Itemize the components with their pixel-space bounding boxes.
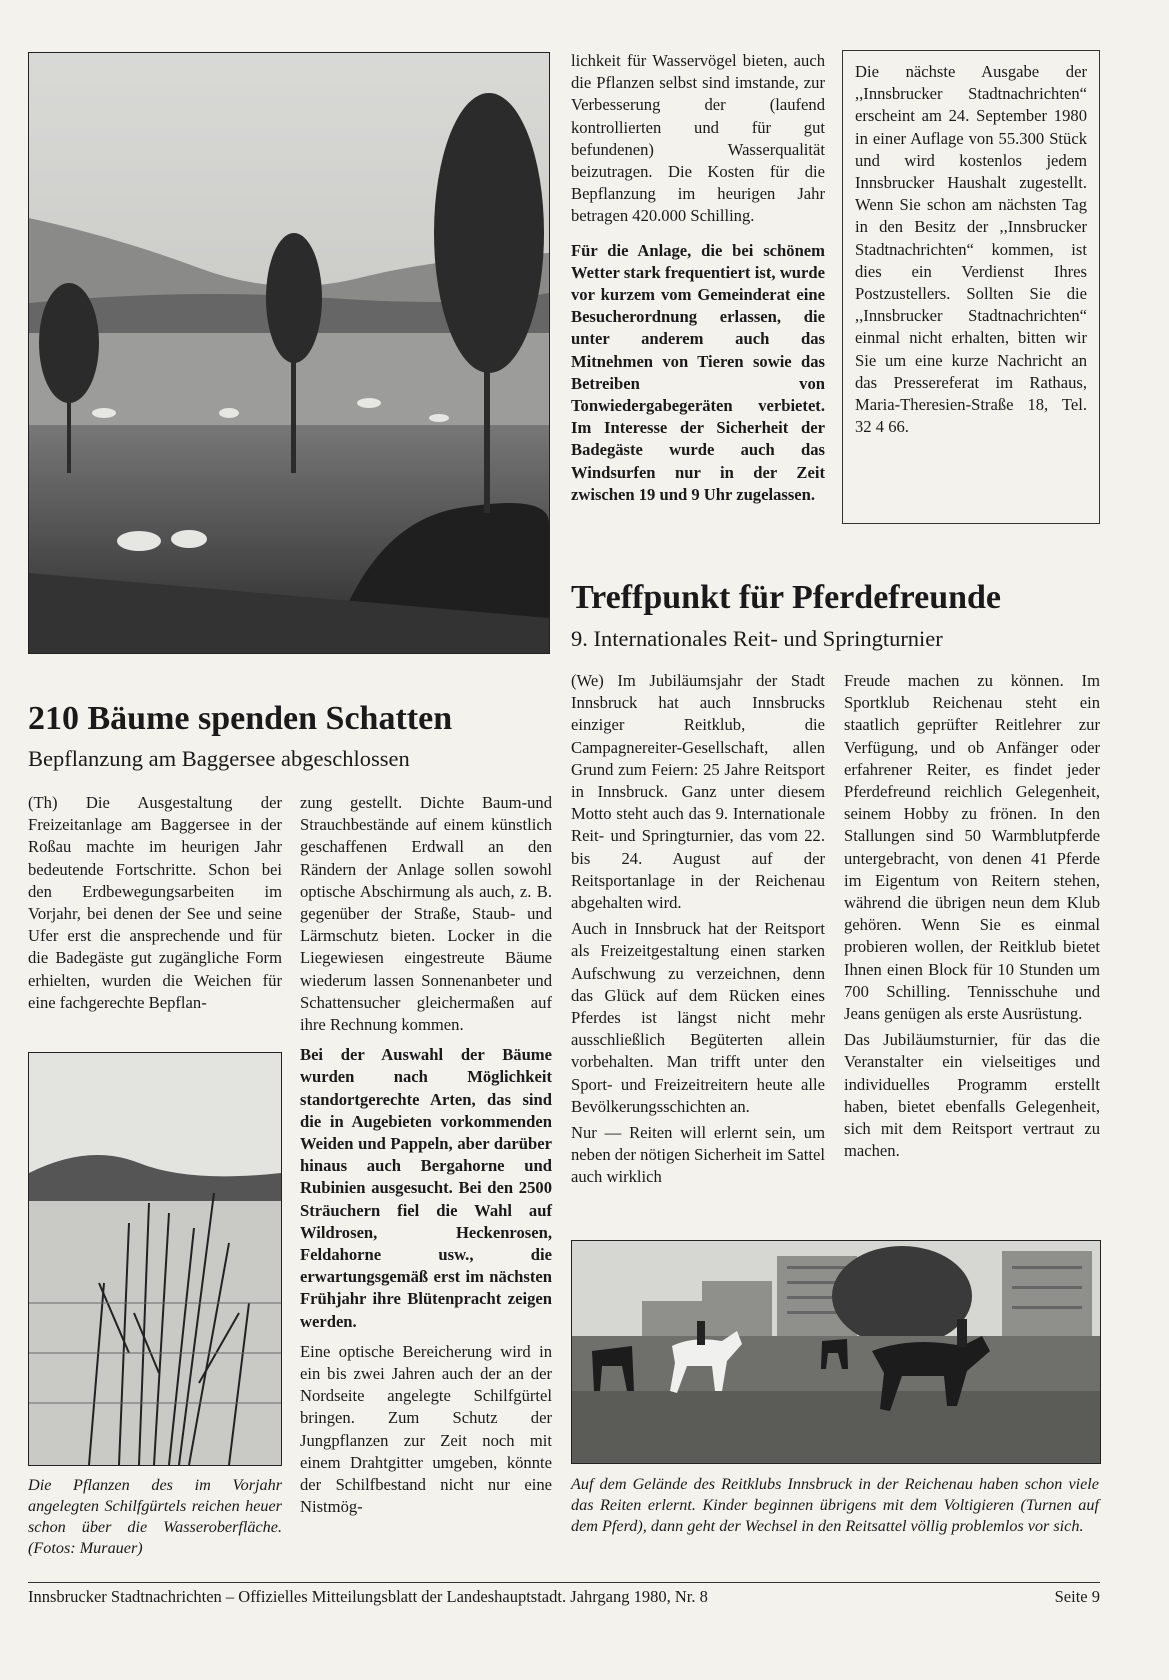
baggersee-continuation <box>571 50 825 506</box>
pferde-intro: (We) Im Jubiläumsjahr der Stadt Innsbruck hat auch Innsbrucks einziger Reitklub, die Campagnereiter-Gesellschaft, allen Grund zum Feiern: 25 Jahre Reitsport in Innsbruck. Ganz unter diesem Motto steht auch das 9. Internationale Reit- und Springturnier, das vom 22. bis 24. August auf der Reitsportanlage in der Reichenau abgehalten wird. <box>571 671 825 913</box>
notice-text: Die nächste Ausgabe der ,,Innsbrucker Stadtnachrichten“ erscheint am 24. September 1980 in einer Auflage von 55.300 Stück und wird kostenlos jedem Innsbrucker Haushalt zugestellt. Wenn Sie schon am nächsten Tag in den Besitz der ,,Innsbrucker Stadtnachrichten“ kommen, ist dies ein Verdienst Ihres Postzustellers. Sollten Sie die ,,Innsbrucker Stadtnachrichten“ einmal nicht erhalten, bitten wir Sie um eine kurze Nachricht an das Pressereferat im Rathaus, Maria-Theresien-Straße 18, Tel. 32 4 66. <box>855 62 1087 437</box>
pferde-column-1 <box>571 670 825 1189</box>
footer-masthead: Innsbrucker Stadtnachrichten – Offizielles Mitteilungsblatt der Landeshauptstadt. Jahrgang 1980, Nr. 8 <box>28 1587 708 1606</box>
baggersee-intro: (Th) Die Ausgestaltung der Freizeitanlage am Baggersee in der Roßau machte im heurigen Jahr bedeutende Fortschritte. Schon bei den Erdbewegungsarbeiten im Vorjahr, bei denen der See und seine Ufer erst die ansprechende und für die Badegäste gut zugängliche Form erhielten, wurden die Weichen für eine fachgerechte Bepflan- <box>28 793 282 1012</box>
page-number: Seite 9 <box>1054 1587 1100 1606</box>
pferde-col2-paragraph-2: Das Jubiläumsturnier, für das die Veranstalter ein vielseitiges und individuelles Programm erstellt haben, bietet ebenfalls Gelegenheit, sich mit dem Reitsport vertraut zu machen. <box>844 1030 1100 1161</box>
pferde-col1-paragraph-2: Auch in Innsbruck hat der Reitsport als Freizeitgestaltung einen starken Aufschwung zu verzeichnen, denn das Glück auf dem Rücken eines Pferdes ist längst nicht mehr ausschließlich Begüterten allein vorbehalten. Man trifft unter den Sport- und Freizeitreitern heute alle Bevölkerungsschichten an. <box>571 919 825 1116</box>
continuation-paragraph: lichkeit für Wasservögel bieten, auch die Pflanzen selbst sind imstande, zur Verbesserung der (laufend kontrollierten und für gut befundenen) Wasserqualität beizutragen. Die Kosten für die Bepflanzung im heurigen Jahr betragen 420.000 Schilling. <box>571 51 825 226</box>
baggersee-headline: 210 Bäume spenden Schatten <box>28 700 453 737</box>
reeds-photo <box>28 1052 282 1466</box>
horses-caption: Auf dem Gelände des Reitklubs Innsbruck in der Reichenau haben schon viele das Reiten erlernt. Kinder beginnen übrigens mit dem Voltigieren (Turnen auf dem Pferd), dann geht der Wechsel in den Reitsattel völlig problemlos vor sich. <box>571 1475 1099 1535</box>
lake-photo <box>28 52 550 654</box>
baggersee-column-2 <box>300 792 552 1519</box>
pferde-subheadline: 9. Internationales Reit- und Springturnier <box>571 626 943 651</box>
footer-rule <box>28 1582 1100 1583</box>
pferde-col1-paragraph-3: Nur — Reiten will erlernt sein, um neben der nötigen Sicherheit im Sattel auch wirklich <box>571 1123 825 1187</box>
horses-photo <box>571 1240 1101 1464</box>
pferde-headline: Treffpunkt für Pferdefreunde <box>571 579 1002 616</box>
pferde-col2-paragraph-1: Freude machen zu können. Im Sportklub Reichenau steht ein staatlich geprüfter Reitlehrer zur Verfügung, und ob Anfänger oder erfahrener Reiter, es findet jeder Pferdefreund reichlich Gelegenheit, seinem Hobby zu frönen. In den Stallungen sind 50 Warmblutpferde untergebracht, von denen 41 Pferde im Eigentum von Reitern stehen, während die übrigen neun dem Klub gehören. Wenn Sie es einmal probieren wollen, der Reitklub bietet Ihnen einen Block für 10 Stunden um 700 Schilling. Tennisschuhe und Jeans genügen als erste Ausrüstung. <box>844 671 1100 1024</box>
baggersee-col2-end-paragraph: Eine optische Bereicherung wird in ein bis zwei Jahren auch der an der Nordseite angelegte Schilfgürtel bringen. Zum Schutz der Jungpflanzen zur Zeit noch mit einem Drahtgitter umgeben, könnte der Schilfbestand nicht nur eine Nistmög- <box>300 1341 552 1517</box>
baggersee-subheadline: Bepflanzung am Baggersee abgeschlossen <box>28 746 410 771</box>
next-issue-notice <box>842 50 1100 524</box>
continuation-bold-paragraph: Für die Anlage, die bei schönem Wetter stark frequentiert ist, wurde vor kurzem vom Gemeinderat eine Besucherordnung erlassen, die unter anderem auch das Mitnehmen von Tieren sowie das Betreiben von Tonwiedergabegeräten verbietet. Im Interesse der Sicherheit der Badegäste wurde auch das Windsurfen nur in der Zeit zwischen 19 und 9 Uhr zugelassen. <box>571 240 825 504</box>
baggersee-column-1 <box>28 792 282 1014</box>
baggersee-col2-paragraph: zung gestellt. Dichte Baum-und Strauchbestände auf einem künstlich geschaffenen Erdwall an den Rändern der Anlage sollen sowohl optische Abschirmung als auch, z. B. gegenüber der Straße, Staub- und Lärmschutz bieten. Locker in die Liegewiesen eingestreute Bäume wiederum lassen Sonnenanbeter und Schattensucher gleichermaßen auf ihre Rechnung kommen. <box>300 793 552 1035</box>
baggersee-col2-bold-paragraph: Bei der Auswahl der Bäume wurden nach Möglichkeit standortgerechte Arten, das sind die in Augebieten vorkommenden Weiden und Pappeln, aber darüber hinaus auch Bergahorne und Rubinien ausgesucht. Bei den 2500 Sträuchern fiel die Wahl auf Wildrosen, Heckenrosen, Feldahorne usw., die erwartungsgemäß erst im nächsten Frühjahr ihre Blütenpracht zeigen werden. <box>300 1045 552 1331</box>
reeds-caption: Die Pflanzen des im Vorjahr angelegten Schilfgürtels reichen heuer schon über die Wasseroberfläche. (Fotos: Murauer) <box>28 1476 282 1557</box>
pferde-column-2 <box>844 670 1100 1162</box>
